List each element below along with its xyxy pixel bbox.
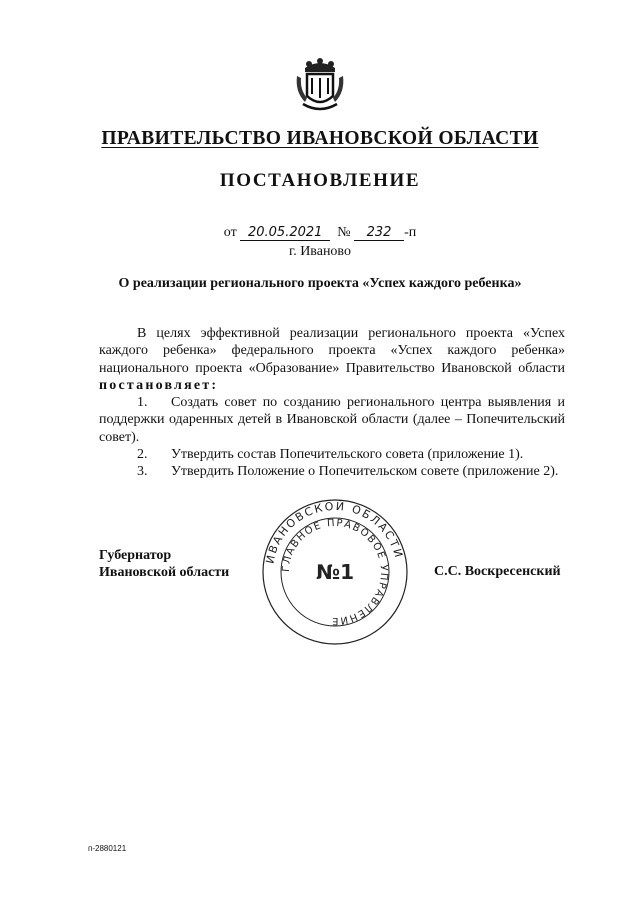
coat-of-arms-emblem (295, 58, 345, 114)
document-subject: О реализации регионального проекта «Успех каждого ребенка» (118, 276, 522, 291)
document-body (99, 325, 565, 481)
item-number: 3. (137, 464, 148, 480)
document-type: ПОСТАНОВЛЕНИЕ (219, 170, 421, 191)
item-number: 1. (137, 395, 148, 411)
official-seal (260, 497, 410, 647)
item-text: Создать совет по созданию регионального центра выявления и поддержки одаренных детей в Ивановской области (далее – Попечительский совет). (99, 395, 565, 445)
decree-word: постановляет: (99, 377, 219, 393)
seal-inner-text: ГЛАВНОЕ ПРАВОВОЕ УПРАВЛЕНИЕ (280, 517, 390, 627)
signatory-title-line: Ивановской области (99, 565, 230, 580)
document-number: 232 (354, 225, 404, 241)
item-text: Утвердить состав Попечительского совета (приложение 1). (171, 447, 524, 463)
document-date: 20.05.2021 (240, 225, 330, 241)
list-item (99, 446, 565, 463)
date-number-line (0, 225, 640, 241)
date-prefix: от (223, 225, 237, 240)
organization-title: ПРАВИТЕЛЬСТВО ИВАНОВСКОЙ ОБЛАСТИ (101, 128, 539, 149)
item-number: 2. (137, 447, 148, 463)
item-text: Утвердить Положение о Попечительском совете (приложение 2). (171, 464, 559, 480)
signatory-title (99, 547, 229, 581)
footer-code: п-2880121 (88, 844, 127, 853)
seal-outer-text: ИВАНОВСКОЙ ОБЛАСТИ (263, 499, 406, 565)
intro-text: В целях эффективной реализации регионального проекта «Успех каждого ребенка» федерального проекта «Успех каждого ребенка» национального проекта «Образование» Правительство Ивановской области (99, 326, 565, 376)
city: г. Иваново (289, 244, 351, 259)
list-item (99, 463, 565, 480)
number-prefix: № (337, 225, 351, 240)
seal-center: №1 (316, 560, 354, 584)
intro-paragraph (99, 325, 565, 394)
signatory-title-line: Губернатор (99, 548, 172, 563)
list-item (99, 394, 565, 446)
signatory-name: С.С. Воскресенский (434, 564, 561, 579)
number-suffix: -п (404, 225, 417, 240)
